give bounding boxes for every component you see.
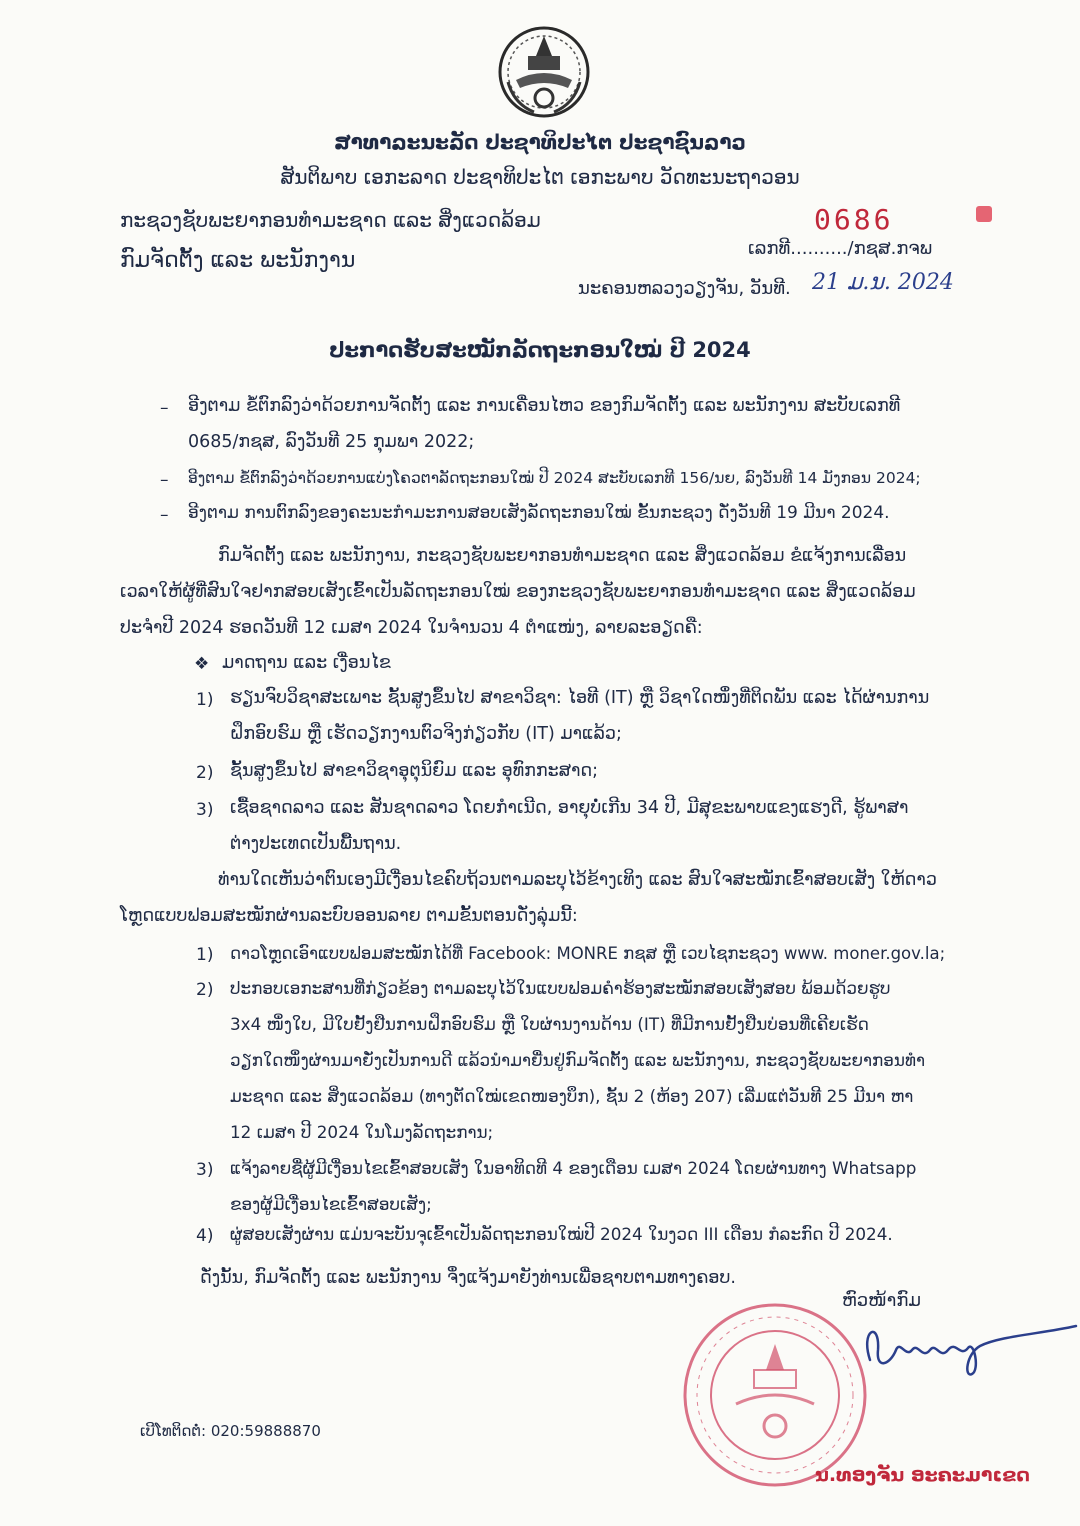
- handwritten-date: 21 ມ.ນ. 2024: [812, 270, 954, 295]
- apply-intro-line-1: ທ່ານໃດເຫັນວ່າຕົນເອງມີເງື່ອນໄຂຄົບຖ້ວນຕາມລະບຸໄວ້ຂ້າງເທິງ ແລະ ສົນໃຈສະໝັກເຂົ້າສອບເສັງ ໃຫ້ດາວ: [218, 870, 937, 890]
- step-number: 1): [196, 945, 214, 965]
- step-2-line-2: 3x4 ໜຶ່ງໃບ, ມີໃບຢັ້ງຢືນການຝຶກອົບຮົມ ຫຼື ໃບຜ່ານງານດ້ານ (IT) ທີ່ມີການຢັ້ງຢືນບ່ອນທີ່ເຄີຍເຮັດ: [230, 1014, 869, 1034]
- apply-intro-line-2: ໂຫຼດແບບຟອມສະໝັກຜ່ານລະບົບອອນລາຍ ຕາມຂັ້ນຕອນດັ່ງລຸ່ມນີ້:: [120, 906, 578, 926]
- handwritten-signature-icon: [840, 1310, 1080, 1380]
- department-name: ກົມຈັດຕັ້ງ ແລະ ພະນັກງານ: [120, 248, 356, 273]
- step-3-line-2: ຂອງຜູ້ມີເງື່ອນໄຂເຂົ້າສອບເສັງ;: [230, 1194, 432, 1214]
- criteria-1-line-1: ຮຽນຈົບວິຊາສະເພາະ ຊັ້ນສູງຂຶ້ນໄປ ສາຂາວິຊາ: ໄອທີ (IT) ຫຼື ວິຊາໃດໜຶ່ງທີ່ຕິດພັນ ແລະ ໄດ້ຜ່ານການ: [230, 688, 930, 708]
- date-line: ນະຄອນຫລວງວຽງຈັນ, ວັນທີ.: [578, 278, 791, 299]
- dash-bullet: –: [160, 505, 169, 525]
- contact-phone: ເບີໂທຕິດຕໍ່: 020:59888870: [140, 1422, 321, 1440]
- intro-line-3: ປະຈຳປີ 2024 ຮອດວັນທີ 12 ເມສາ 2024 ໃນຈຳນວນ 4 ຕຳແໜ່ງ, ລາຍລະອຽດຄື:: [120, 618, 703, 638]
- signature-title: ຫົວໜ້າກົມ: [842, 1290, 922, 1311]
- step-number: 3): [196, 1160, 214, 1180]
- step-number: 2): [196, 980, 214, 1000]
- criteria-1-line-2: ຝຶກອົບຮົມ ຫຼື ເຮັດວຽກງານຕົວຈິງກ່ຽວກັບ (IT) ມາແລ້ວ;: [230, 724, 622, 744]
- criteria-heading: ມາດຖານ ແລະ ເງື່ອນໄຂ: [222, 653, 391, 673]
- ministry-name: ກະຊວງຊັບພະຍາກອນທຳມະຊາດ ແລະ ສິ່ງແວດລ້ອມ: [120, 208, 541, 232]
- basis-item-1-cont: 0685/ກຊສ, ລົງວັນທີ 25 ກຸມພາ 2022;: [188, 432, 475, 452]
- step-2-line-4: ມະຊາດ ແລະ ສິ່ງແວດລ້ອມ (ທາງຕັດໃໝ່ເຂດໜອງບຶກ), ຊັ້ນ 2 (ຫ້ອງ 207) ເລີ່ມແຕ່ວັນທີ 25 ມີນາ ຫາ: [230, 1086, 914, 1106]
- criteria-3-line-1: ເຊື້ອຊາດລາວ ແລະ ສັນຊາດລາວ ໂດຍກຳເນີດ, ອາຍຸບໍ່ເກີນ 34 ປີ, ມີສຸຂະພາບແຂງແຮງດີ, ຮູ້ພາສາ: [230, 798, 909, 818]
- criteria-2-line-1: ຊັ້ນສູງຂຶ້ນໄປ ສາຂາວິຊາອຸຕຸນິຍົມ ແລະ ອຸທົກກະສາດ;: [230, 761, 599, 781]
- step-2-line-5: 12 ເມສາ ປີ 2024 ໃນໂມງລັດຖະການ;: [230, 1122, 494, 1142]
- criteria-number: 3): [196, 800, 214, 820]
- document-number: 0686: [814, 203, 894, 236]
- dash-bullet: –: [160, 470, 169, 490]
- step-2-line-1: ປະກອບເອກະສານທີ່ກ່ຽວຂ້ອງ ຕາມລະບຸໄວ້ໃນແບບຟອມຄຳຮ້ອງສະໝັກສອບເສັງສອບ ພ້ອມດ້ວຍຮູບ: [230, 978, 891, 998]
- intro-line-1: ກົມຈັດຕັ້ງ ແລະ ພະນັກງານ, ກະຊວງຊັບພະຍາກອນທຳມະຊາດ ແລະ ສິ່ງແວດລ້ອມ ຂໍແຈ້ງການເລື່ອນ: [218, 546, 907, 566]
- criteria-3-line-2: ຕ່າງປະເທດເປັນພື້ນຖານ.: [230, 834, 402, 854]
- diamond-bullet-icon: ❖: [194, 654, 210, 674]
- step-3-line-1: ແຈ້ງລາຍຊື່ຜູ້ມີເງື່ອນໄຂເຂົ້າສອບເສັງ ໃນອາທິດທີ 4 ຂອງເດືອນ ເມສາ 2024 ໂດຍຜ່ານທາງ Whatsapp: [230, 1158, 917, 1178]
- step-number: 4): [196, 1226, 214, 1246]
- step-2-line-3: ວຽກໃດໜຶ່ງຜ່ານມາຍັ່ງເປັນການດີ ແລ້ວນຳມາຍື່ນຢູ່ກົມຈັດຕັ້ງ ແລະ ພະນັກງານ, ກະຊວງຊັບພະຍາກອນທຳ: [230, 1050, 926, 1070]
- red-stamp-mark-icon: [976, 206, 992, 222]
- country-name: ສາທາລະນະລັດ ປະຊາທິປະໄຕ ປະຊາຊົນລາວ: [334, 130, 746, 154]
- dash-bullet: –: [160, 398, 169, 418]
- reference-line: ເລກທີ........../ກຊສ.ກຈພ: [748, 238, 933, 259]
- basis-item-2: ອີງຕາມ ຂໍ້ຕົກລົງວ່າດ້ວຍການແບ່ງໂຄວຕາລັດຖະກອນໃໝ່ ປີ 2024 ສະບັບເລກທີ 156/ນຍ, ລົງວັນທີ 14 ມັງກອນ 2024;: [188, 469, 921, 487]
- step-4-line-1: ຜູ່ສອບເສັງຜ່ານ ແມ່ນຈະບັນຈຸເຂົ້າເປັນລັດຖະກອນໃໝ່ປີ 2024 ໃນງວດ III ເດືອນ ກໍລະກົດ ປີ 2024.: [230, 1224, 893, 1244]
- criteria-number: 2): [196, 763, 214, 783]
- basis-item-1: ອີງຕາມ ຂໍ້ຕົກລົງວ່າດ້ວຍການຈັດຕັ້ງ ແລະ ການເຄື່ອນໄຫວ ຂອງກົມຈັດຕັ້ງ ແລະ ພະນັກງານ ສະບັບເລກທີ: [188, 396, 901, 416]
- intro-line-2: ເວລາໃຫ້ຜູ້ທີ່ສົນໃຈຢາກສອບເສັງເຂົ້າເປັນລັດຖະກອນໃໝ່ ຂອງກະຊວງຊັບພະຍາກອນທຳມະຊາດ ແລະ ສິ່ງແວດລ້ອມ: [120, 582, 916, 602]
- national-emblem-icon: [494, 22, 594, 122]
- national-motto: ສັນຕິພາບ ເອກະລາດ ປະຊາທິປະໄຕ ເອກະພາບ ວັດທະນະຖາວອນ: [280, 165, 800, 189]
- basis-item-3: ອີງຕາມ ການຕົກລົງຂອງຄະນະກຳມະການສອບເສັງລັດຖະກອນໃໝ່ ຂັ້ນກະຊວງ ດັ່ງວັນທີ 19 ມີນາ 2024.: [188, 503, 890, 523]
- criteria-number: 1): [196, 690, 214, 710]
- step-1-line-1: ດາວໂຫຼດເອົາແບບຟອມສະໝັກໄດ້ທີ່ Facebook: MONRE ກຊສ ຫຼື ເວບໄຊກະຊວງ www. moner.gov.la;: [230, 944, 946, 963]
- signer-name: ນ.ທອງຈັນ ອະຄະມາເຂດ: [815, 1464, 1030, 1486]
- document-title: ປະກາດຮັບສະໝັກລັດຖະກອນໃໝ່ ປີ 2024: [329, 338, 751, 362]
- closing-line: ດັ່ງນັ້ນ, ກົມຈັດຕັ້ງ ແລະ ພະນັກງານ ຈຶ່ງແຈ້ງມາຍັງທ່ານເພື່ອຊາບຕາມທາງຄອບ.: [200, 1268, 736, 1288]
